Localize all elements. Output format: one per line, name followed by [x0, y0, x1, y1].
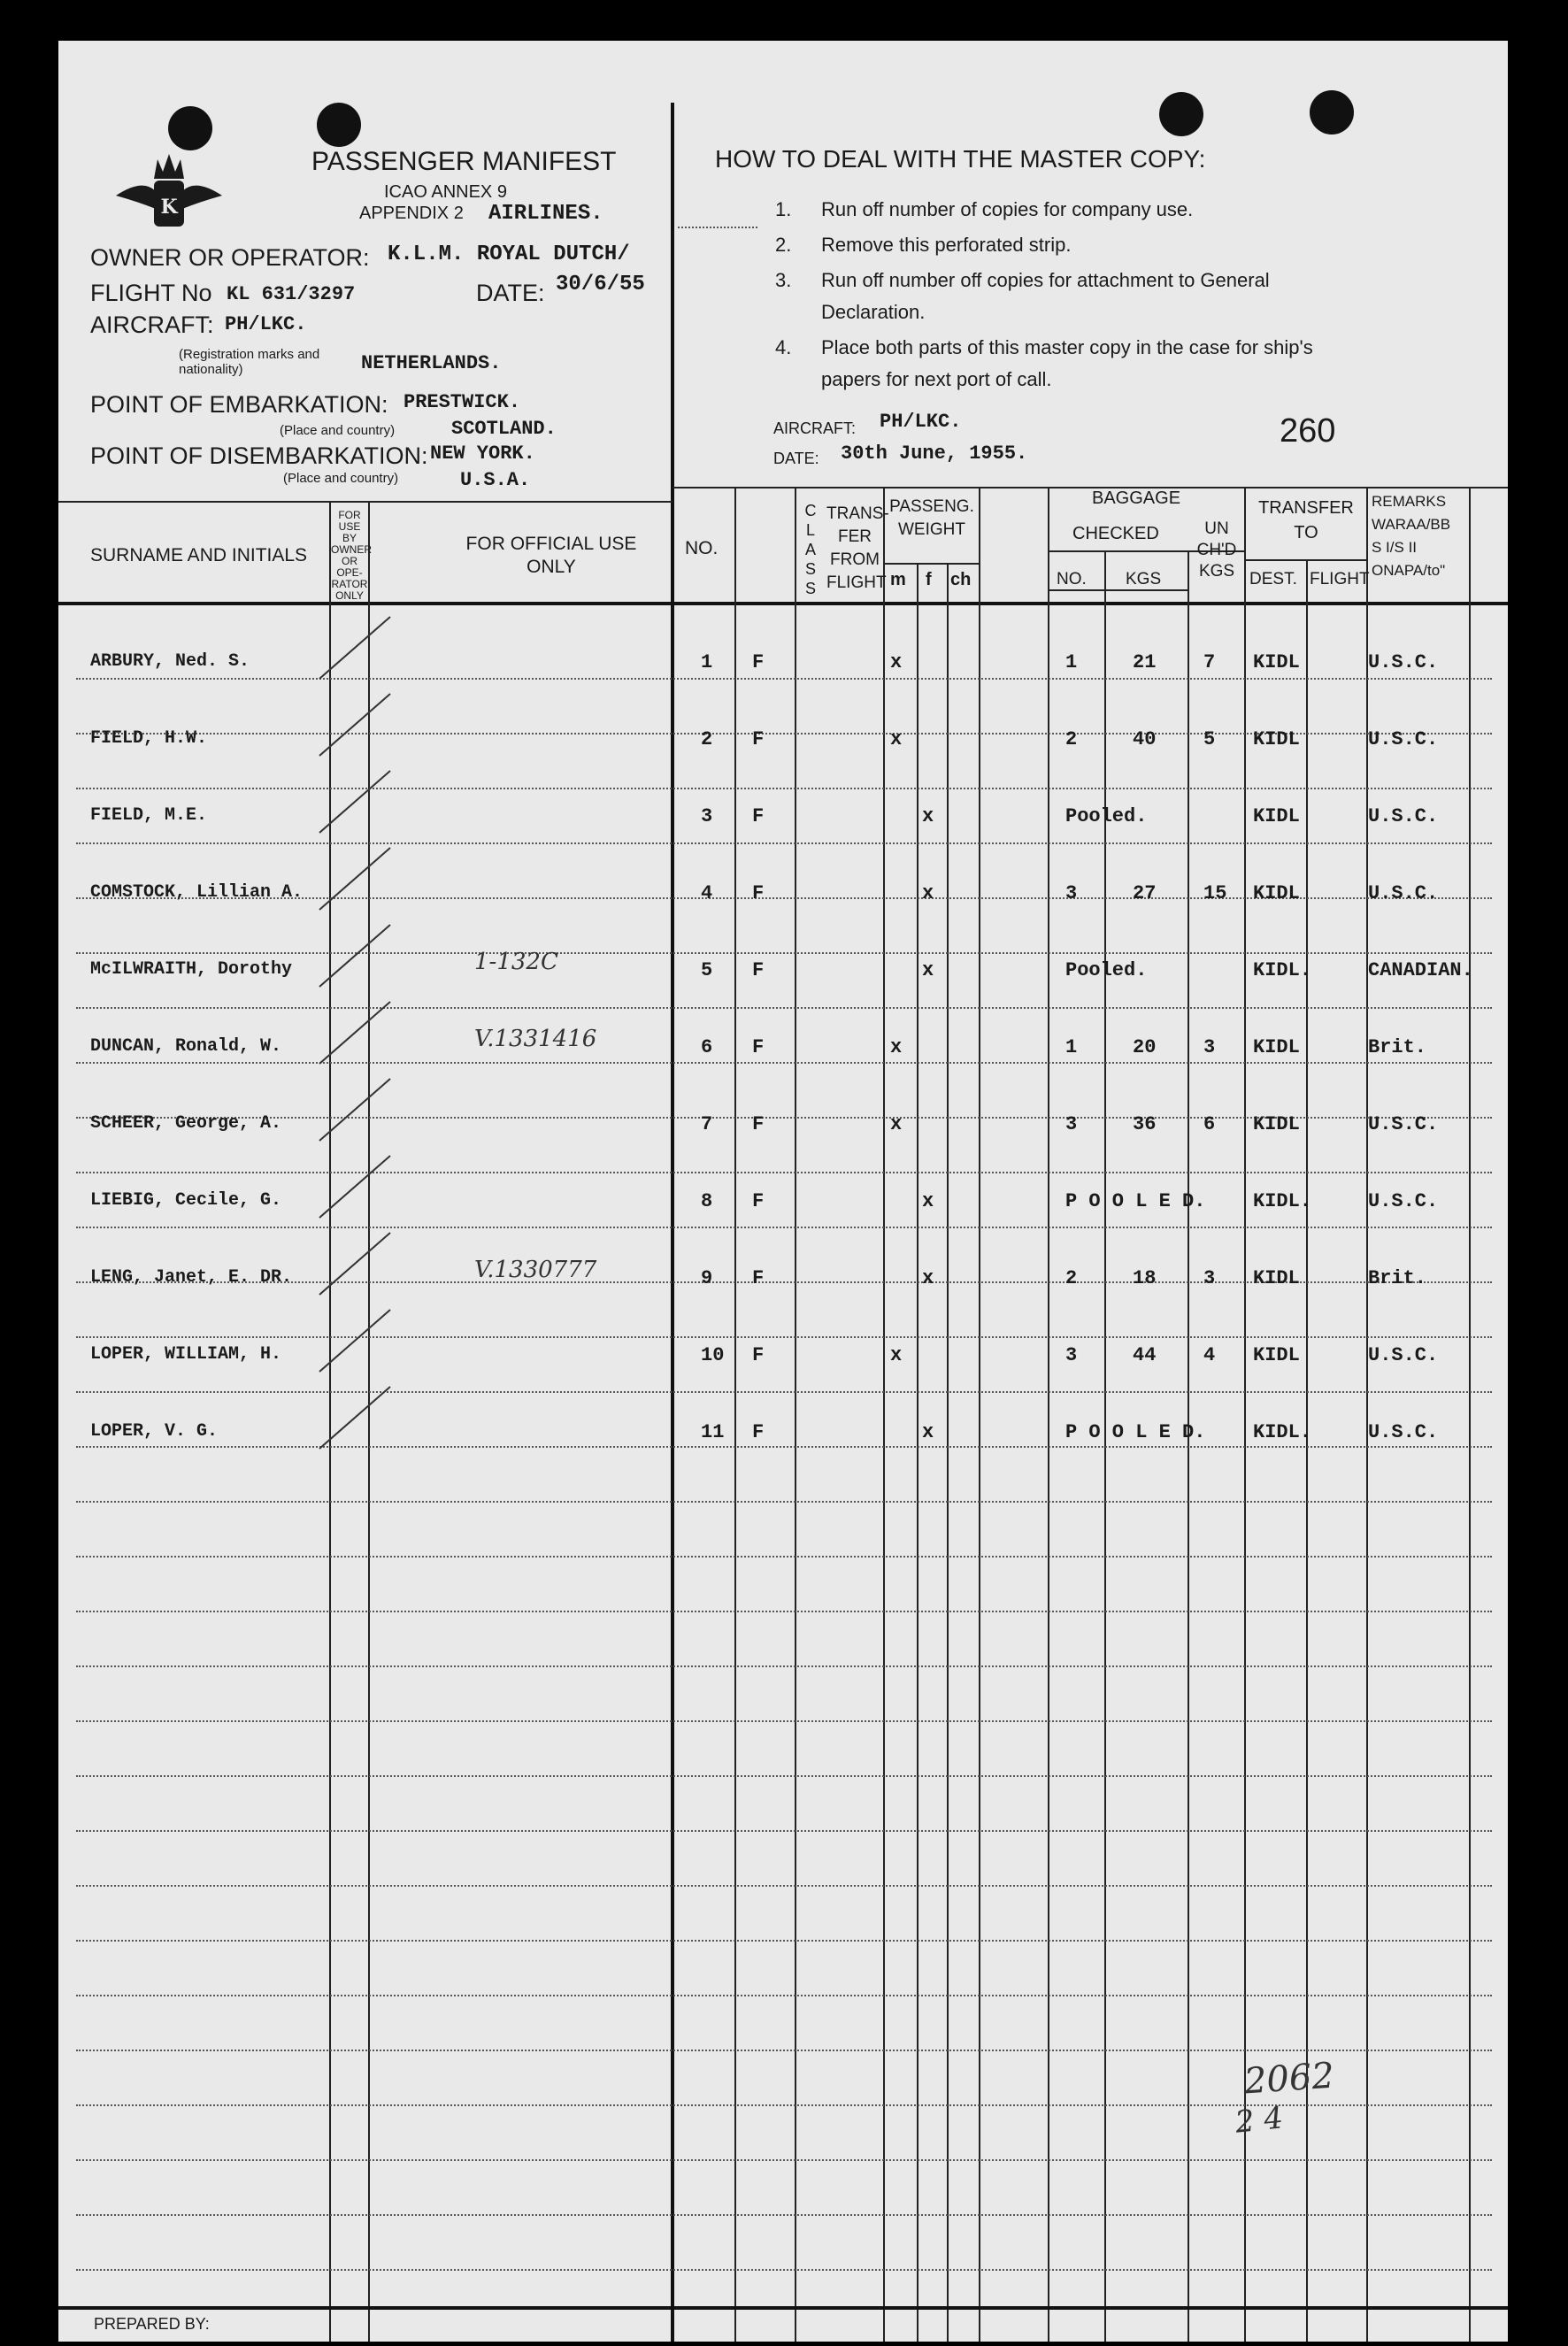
weight-sub-f: f [926, 570, 932, 589]
date-value: 30/6/55 [556, 273, 645, 296]
owner-label: OWNER OR OPERATOR: [90, 244, 370, 271]
bag-kgs: 36 [1133, 1113, 1157, 1135]
column-header-line: OR OPE- [336, 555, 363, 579]
column-header-line: OWNER [331, 543, 372, 556]
aircraft-value: PH/LKC. [225, 313, 307, 335]
row-class: F [752, 882, 765, 904]
row-class: F [752, 1267, 765, 1289]
weight-m: x [890, 1036, 903, 1058]
bag-count: Pooled. [1065, 959, 1148, 981]
instruction-number: 4. [775, 336, 792, 358]
row-number: 10 [701, 1344, 725, 1366]
right-date-value: 30th June, 1955. [841, 442, 1028, 465]
column-header-line: CH'D [1196, 541, 1237, 559]
check-mark-icon [315, 920, 395, 991]
weight-sub-ch: ch [950, 570, 972, 589]
prepared-by-label: PREPARED BY: [94, 2315, 210, 2333]
disembarkation-value: NEW YORK. [430, 442, 535, 465]
column-header-line: S [804, 580, 816, 597]
disembarkation-note: (Place and country) [283, 471, 399, 486]
bag-count: P O O L E D. [1065, 1190, 1206, 1212]
instruction-number: 3. [775, 269, 792, 291]
transfer-dest: KIDL [1253, 1113, 1300, 1135]
unchecked-kgs: 3 [1203, 1267, 1216, 1289]
bag-count: Pooled. [1065, 805, 1148, 827]
row-class: F [752, 1190, 765, 1212]
remarks-value: U.S.C. [1368, 1190, 1439, 1212]
ruled-line [76, 952, 1492, 954]
footer-line [58, 2306, 1508, 2310]
appendix-label: APPENDIX 2 [359, 204, 464, 223]
ruled-line [76, 1556, 1492, 1558]
ruled-line [76, 1007, 1492, 1009]
header-bottom-line-left [58, 501, 673, 503]
unchecked-kgs: 7 [1203, 651, 1216, 673]
row-class: F [752, 1036, 765, 1058]
ruled-line [76, 1172, 1492, 1173]
col-bag-no: NO. [1057, 570, 1087, 588]
punch-hole-icon [168, 106, 212, 150]
remarks-value: U.S.C. [1368, 1113, 1439, 1135]
row-number: 4 [701, 882, 713, 904]
header-sub-line [1048, 589, 1188, 591]
right-aircraft-label: AIRCRAFT: [773, 419, 857, 437]
col-owner-use [331, 509, 372, 602]
ruled-line [76, 788, 1492, 789]
row-number: 9 [701, 1267, 713, 1289]
transfer-dest: KIDL [1253, 728, 1300, 750]
unchecked-kgs: 5 [1203, 728, 1216, 750]
col-dest: DEST. [1249, 570, 1297, 588]
weight-m: x [890, 728, 903, 750]
col-transfer-to [1246, 496, 1366, 545]
passenger-name: DUNCAN, Ronald, W. [90, 1036, 282, 1057]
instruction-text: Run off number of copies for company use. [821, 198, 1194, 220]
instruction-text: Place both parts of this master copy in the case for ship's [821, 336, 1313, 358]
row-number: 6 [701, 1036, 713, 1058]
ruled-line [76, 2159, 1492, 2161]
aircraft-label: AIRCRAFT: [90, 312, 214, 338]
col-no: NO. [685, 538, 719, 558]
punch-hole-icon [317, 103, 361, 147]
column-header-line: FOR OFFICIAL USE [465, 534, 637, 554]
page-number: 260 [1280, 412, 1336, 450]
transfer-dest: KIDL. [1253, 1190, 1312, 1212]
column-header-line: C [804, 502, 817, 519]
bag-count: 3 [1065, 882, 1078, 904]
column-header-line: FOR USE [338, 509, 361, 533]
column-header-line: L [805, 521, 815, 539]
remarks-value: U.S.C. [1368, 728, 1439, 750]
column-header-line: KGS [1198, 562, 1235, 581]
instruction-text: Remove this perforated strip. [821, 234, 1072, 256]
check-mark-icon [315, 843, 395, 914]
bag-count: 3 [1065, 1344, 1078, 1366]
col-remarks [1368, 490, 1481, 582]
header-bottom-line-right [673, 487, 1508, 488]
col-line [979, 487, 980, 2342]
col-line [1366, 487, 1368, 2342]
ruled-line [76, 1062, 1492, 1064]
transfer-dest: KIDL [1253, 1036, 1300, 1058]
check-mark-icon [315, 997, 395, 1068]
col-line [883, 487, 885, 2342]
registration-note: (Registration marks and nationality) [179, 347, 320, 377]
row-number: 7 [701, 1113, 713, 1135]
column-header-line: PASSENG. [889, 497, 974, 516]
ruled-line [76, 1885, 1492, 1887]
ruled-line [76, 1830, 1492, 1832]
transfer-dest: KIDL [1253, 805, 1300, 827]
ruled-line [76, 2269, 1492, 2271]
bag-count: 2 [1065, 1267, 1078, 1289]
weight-f: x [922, 882, 934, 904]
col-bag-kgs: KGS [1126, 570, 1162, 588]
row-number: 3 [701, 805, 713, 827]
bag-count: 1 [1065, 1036, 1078, 1058]
handwritten-note: 2 4 [1234, 2100, 1286, 2141]
unchecked-kgs: 15 [1203, 882, 1227, 904]
column-header-line: TRANSFER [1258, 498, 1354, 518]
owner-value: K.L.M. ROYAL DUTCH/ [388, 242, 630, 266]
passenger-name: McILWRAITH, Dorothy [90, 959, 293, 980]
ruled-line [76, 2214, 1492, 2216]
table-header-bottom [58, 602, 1508, 605]
column-header-line: S I/S II [1372, 539, 1418, 556]
col-line [795, 487, 796, 2342]
official-number: V.1331416 [474, 1026, 597, 1052]
column-header-line: TO [1294, 523, 1318, 542]
col-passeng-weight [885, 496, 979, 542]
punch-hole-icon [1159, 92, 1203, 136]
passenger-name: LENG, Janet, E. DR. [90, 1267, 293, 1288]
row-number: 2 [701, 728, 713, 750]
ruled-line [76, 1391, 1492, 1393]
row-class: F [752, 1421, 765, 1443]
bag-kgs: 44 [1133, 1344, 1157, 1366]
column-header-line: WARAA/BB [1372, 516, 1451, 533]
ruled-line [76, 1720, 1492, 1722]
weight-f: x [922, 1421, 934, 1443]
col-line [1469, 487, 1471, 2342]
weight-f: x [922, 959, 934, 981]
bag-count: 2 [1065, 728, 1078, 750]
row-number: 11 [701, 1421, 725, 1443]
weight-m: x [890, 1113, 903, 1135]
remarks-value: U.S.C. [1368, 651, 1439, 673]
check-mark-icon [315, 1228, 395, 1299]
bag-kgs: 21 [1133, 651, 1157, 673]
official-number: V.1330777 [474, 1257, 597, 1283]
bag-kgs: 27 [1133, 882, 1157, 904]
passenger-name: LOPER, WILLIAM, H. [90, 1344, 282, 1365]
col-line [947, 563, 949, 2342]
column-header-line: TRANS- [826, 504, 889, 523]
col-checked: CHECKED [1072, 524, 1159, 543]
check-mark-icon [315, 689, 395, 760]
column-header-line: REMARKS [1372, 493, 1447, 510]
ruled-line [76, 1611, 1492, 1612]
column-header-line: UN [1204, 519, 1229, 538]
manifest-title: PASSENGER MANIFEST [311, 147, 617, 176]
transfer-dest: KIDL [1253, 1344, 1300, 1366]
bag-count: P O O L E D. [1065, 1421, 1206, 1443]
passenger-name: FIELD, M.E. [90, 805, 208, 826]
col-surname: SURNAME AND INITIALS [90, 545, 308, 565]
weight-f: x [922, 1267, 934, 1289]
column-header-line: ONLY [527, 557, 576, 577]
official-number: 1-132C [474, 949, 558, 975]
header-sub-line [1244, 559, 1366, 561]
check-mark-icon [315, 766, 395, 837]
col-class [798, 501, 823, 598]
column-header-line: ONLY [335, 589, 364, 602]
svg-text:K: K [160, 196, 178, 219]
instruction-text: Declaration. [821, 301, 926, 323]
col-unchecked-kgs [1189, 519, 1244, 582]
weight-m: x [890, 1344, 903, 1366]
passenger-name: SCHEER, George, A. [90, 1113, 282, 1134]
unchecked-kgs: 6 [1203, 1113, 1216, 1135]
weight-m: x [890, 651, 903, 673]
passenger-name: LIEBIG, Cecile, G. [90, 1190, 282, 1211]
column-header-line: A [804, 541, 816, 558]
instruction-number: 1. [775, 198, 792, 220]
punch-hole-icon [1310, 90, 1354, 135]
col-flight: FLIGHT [1310, 570, 1370, 588]
transfer-dest: KIDL [1253, 1267, 1300, 1289]
row-class: F [752, 651, 765, 673]
check-mark-icon [315, 1074, 395, 1145]
right-aircraft-value: PH/LKC. [880, 411, 962, 433]
column-header-line: FER [838, 527, 872, 546]
unchecked-kgs: 4 [1203, 1344, 1216, 1366]
instructions-title: HOW TO DEAL WITH THE MASTER COPY: [715, 145, 1206, 173]
column-header-line: FROM [830, 550, 880, 569]
unchecked-kgs: 3 [1203, 1036, 1216, 1058]
column-header-line: FLIGHT [826, 573, 887, 592]
perforation-line [678, 227, 757, 228]
right-date-label: DATE: [773, 450, 819, 467]
remarks-value: U.S.C. [1368, 1421, 1439, 1443]
bag-count: 1 [1065, 651, 1078, 673]
ruled-line [76, 842, 1492, 844]
ruled-line [76, 1775, 1492, 1777]
check-mark-icon [315, 1382, 395, 1453]
embarkation-label: POINT OF EMBARKATION: [90, 391, 388, 418]
row-class: F [752, 1344, 765, 1366]
ruled-line [76, 1501, 1492, 1503]
col-line [1048, 487, 1049, 2342]
check-mark-icon [315, 1305, 395, 1376]
bag-count: 3 [1065, 1113, 1078, 1135]
icao-annex: ICAO ANNEX 9 [384, 182, 507, 202]
klm-crown-logo [111, 147, 227, 244]
flight-value: KL 631/3297 [227, 283, 356, 305]
handwritten-note: 2062 [1242, 2055, 1336, 2103]
remarks-value: U.S.C. [1368, 1344, 1439, 1366]
ruled-line [76, 1336, 1492, 1338]
column-header-line: BY [342, 532, 357, 544]
ruled-line [76, 2050, 1492, 2051]
column-header-line: WEIGHT [898, 520, 965, 539]
col-line [917, 563, 919, 2342]
weight-f: x [922, 805, 934, 827]
center-divider [671, 103, 674, 2342]
remarks-value: Brit. [1368, 1036, 1427, 1058]
bag-kgs: 18 [1133, 1267, 1157, 1289]
row-class: F [752, 1113, 765, 1135]
bag-kgs: 20 [1133, 1036, 1157, 1058]
embarkation-value: PRESTWICK. [404, 391, 521, 413]
weight-f: x [922, 1190, 934, 1212]
passenger-name: FIELD, H.W. [90, 728, 208, 749]
appendix-value: AIRLINES. [488, 202, 603, 226]
row-class: F [752, 805, 765, 827]
instruction-number: 2. [775, 234, 792, 256]
bag-kgs: 40 [1133, 728, 1157, 750]
passenger-name: LOPER, V. G. [90, 1421, 219, 1442]
transfer-dest: KIDL [1253, 651, 1300, 673]
instruction-text: Run off number off copies for attachment to General [821, 269, 1270, 291]
remarks-value: U.S.C. [1368, 805, 1439, 827]
passenger-name: ARBURY, Ned. S. [90, 651, 250, 672]
ruled-line [76, 678, 1492, 680]
column-header-line: ONAPA/to" [1372, 562, 1446, 579]
col-official-use [370, 533, 733, 579]
ruled-line [76, 1665, 1492, 1667]
ruled-line [76, 1227, 1492, 1228]
row-class: F [752, 728, 765, 750]
embarkation-country: SCOTLAND. [451, 418, 557, 440]
transfer-dest: KIDL. [1253, 1421, 1312, 1443]
disembarkation-country: U.S.A. [460, 469, 531, 491]
header-sub-line [883, 563, 979, 565]
transfer-dest: KIDL. [1253, 959, 1312, 981]
remarks-value: CANADIAN. [1368, 959, 1473, 981]
manifest-page [58, 41, 1508, 2342]
flight-label: FLIGHT No [90, 280, 212, 306]
check-mark-icon [315, 612, 395, 683]
embarkation-note: (Place and country) [280, 423, 396, 438]
disembarkation-label: POINT OF DISEMBARKATION: [90, 442, 428, 469]
ruled-line [76, 1940, 1492, 1942]
column-header-line: S [804, 560, 816, 578]
row-class: F [752, 959, 765, 981]
date-label: DATE: [476, 280, 545, 306]
remarks-value: Brit. [1368, 1267, 1427, 1289]
instruction-text: papers for next port of call. [821, 368, 1052, 390]
col-transfer-from [826, 503, 889, 595]
col-baggage: BAGGAGE [1092, 488, 1181, 508]
nationality-value: NETHERLANDS. [361, 352, 502, 374]
col-line [734, 487, 736, 2342]
ruled-line [76, 1995, 1492, 1996]
weight-sub-m: m [890, 570, 906, 589]
row-number: 5 [701, 959, 713, 981]
row-number: 1 [701, 651, 713, 673]
transfer-dest: KIDL [1253, 882, 1300, 904]
row-number: 8 [701, 1190, 713, 1212]
passenger-name: COMSTOCK, Lillian A. [90, 882, 304, 903]
check-mark-icon [315, 1151, 395, 1222]
ruled-line [76, 1446, 1492, 1448]
remarks-value: U.S.C. [1368, 882, 1439, 904]
column-header-line: RATOR [331, 578, 368, 590]
